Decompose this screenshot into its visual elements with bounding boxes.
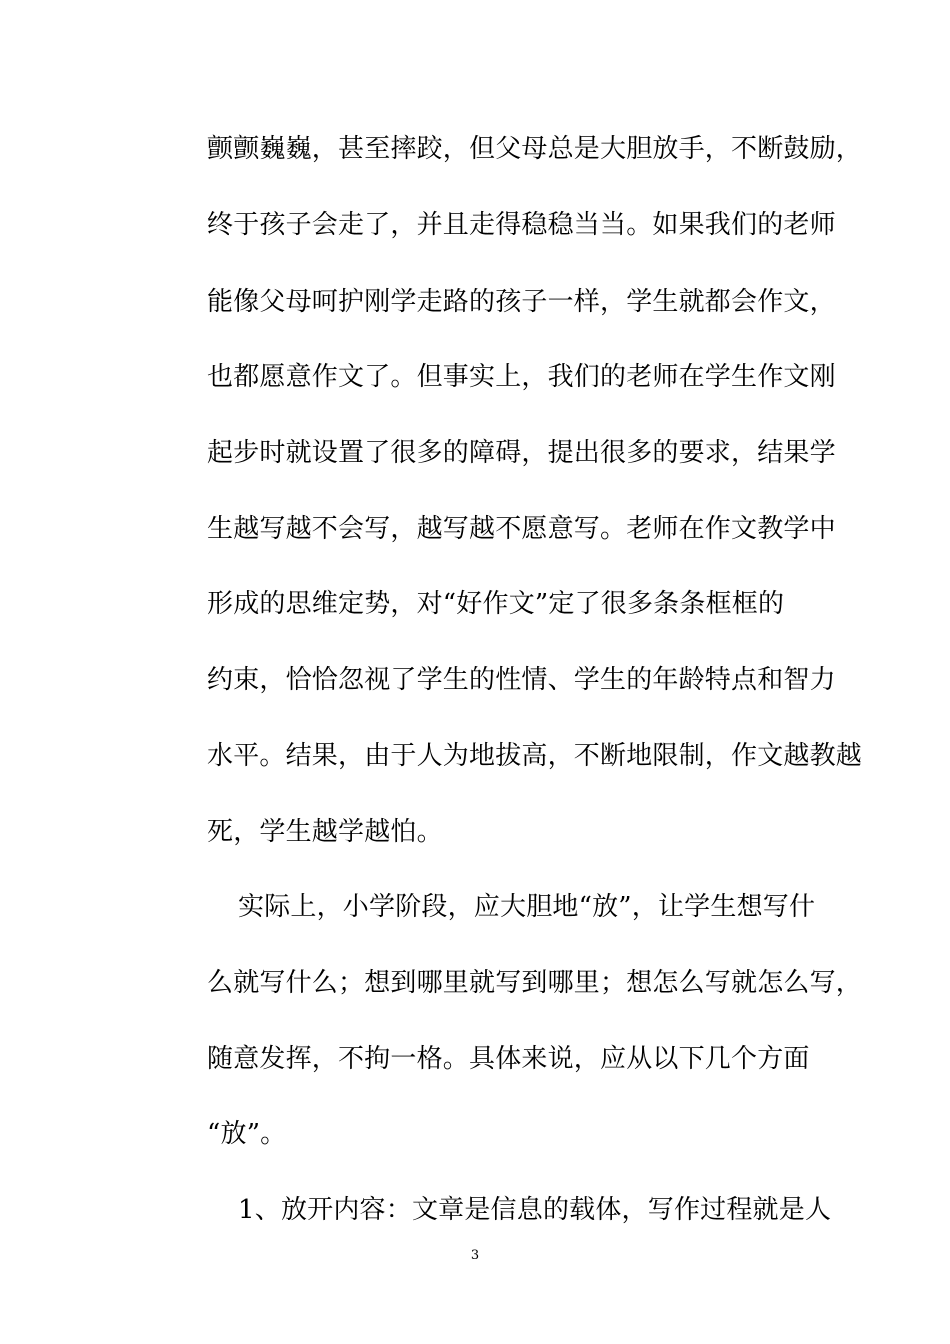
page-number: 3 (470, 1248, 480, 1263)
body-text-line: “放”。 (207, 1119, 287, 1149)
paragraph-first-line: 实际上，小学阶段，应大胆地“放”，让学生想写什 (238, 892, 816, 922)
body-text-line: 颤颤巍巍，甚至摔跤，但父母总是大胆放手，不断鼓励， (207, 134, 863, 164)
body-text-line: 约束，恰恰忽视了学生的性情、学生的年龄特点和智力 (207, 665, 836, 695)
list-item-first-line: 1、放开内容：文章是信息的载体，写作过程就是人 (238, 1195, 832, 1225)
body-text-line: 么就写什么；想到哪里就写到哪里；想怎么写就怎么写， (207, 968, 863, 998)
body-text-line: 形成的思维定势，对“好作文”定了很多条条框框的 (207, 589, 785, 619)
body-text-line: 死，学生越学越怕。 (207, 817, 443, 847)
body-text-line: 终于孩子会走了，并且走得稳稳当当。如果我们的老师 (207, 210, 836, 240)
body-text-line: 也都愿意作文了。但事实上，我们的老师在学生作文刚 (207, 362, 836, 392)
body-text-line: 水平。结果，由于人为地拔高，不断地限制，作文越教越 (207, 741, 863, 771)
body-text-line: 起步时就设置了很多的障碍，提出很多的要求，结果学 (207, 438, 836, 468)
body-text-line: 生越写越不会写，越写越不愿意写。老师在作文教学中 (207, 514, 836, 544)
body-text-line: 随意发挥，不拘一格。具体来说，应从以下几个方面 (207, 1044, 810, 1074)
body-text-line: 能像父母呵护刚学走路的孩子一样，学生就都会作文， (207, 287, 836, 317)
